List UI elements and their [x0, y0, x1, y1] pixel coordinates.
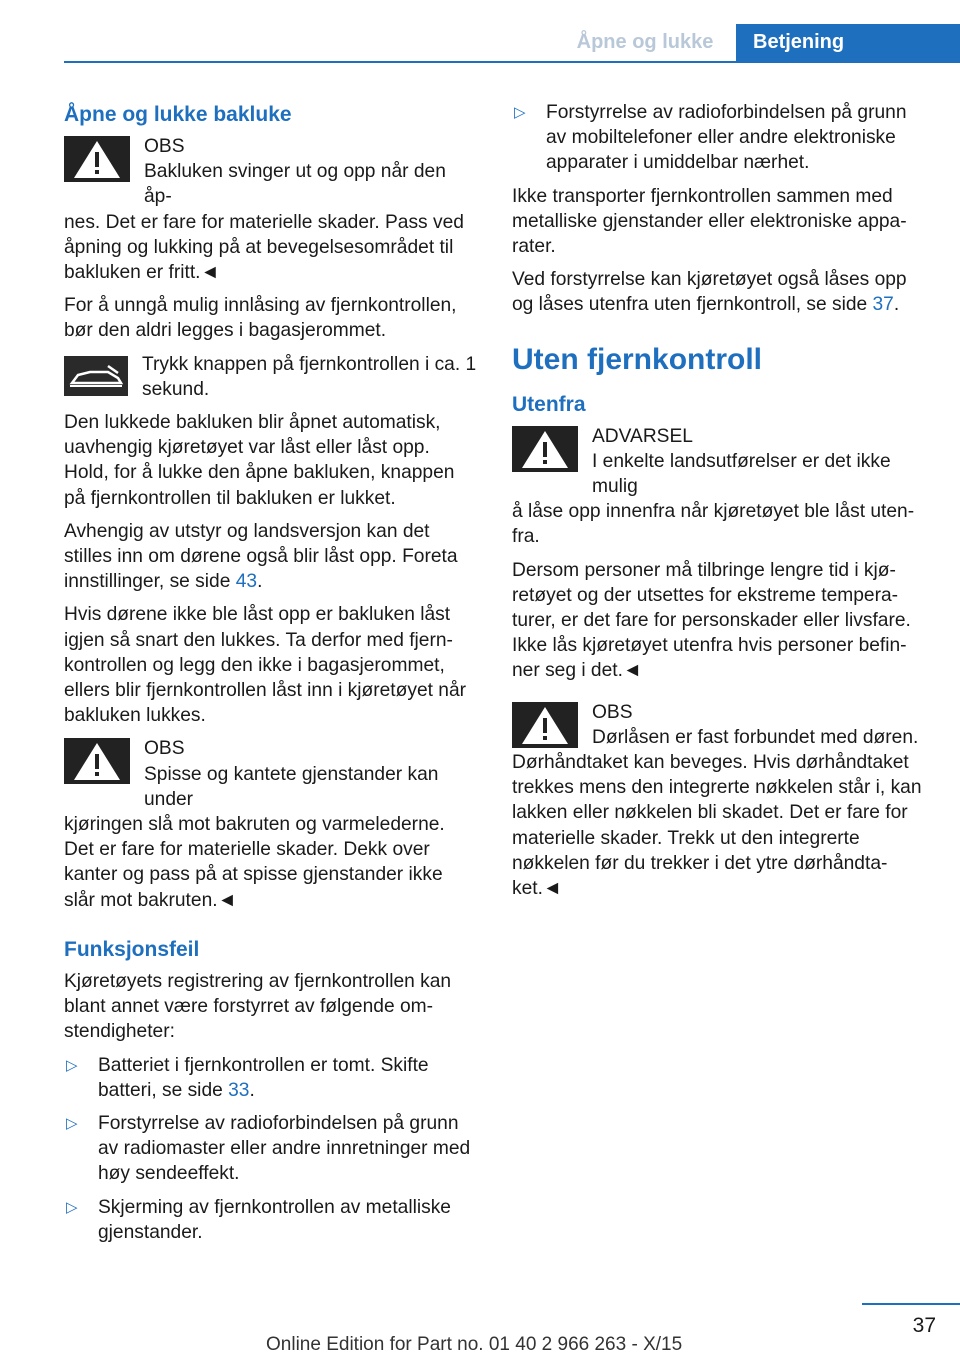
page-number: 37 — [912, 1314, 936, 1337]
warning-box — [512, 424, 926, 550]
paragraph: Den lukkede bakluken blir åpnet automatisk, uavhengig kjøretøyet var låst eller låst opp. Hold, for å lukke den åpne bakluken, knappen på fjernkontrollen til bakluken er lukket. — [64, 412, 455, 509]
tailgate-remote-button-icon — [64, 356, 128, 396]
paragraph: Kjøretøyets registrering av fjernkontrollen kan blant annet være forstyrret av følgende om-stendigheter: — [64, 970, 452, 1043]
list-item: ▷ Batteriet i fjernkontrollen er tomt. Skifte batteri, se side 33. — [66, 1054, 429, 1101]
footer-edition-note: Online Edition for Part no. 01 40 2 966 263 - X/15 — [266, 1334, 683, 1355]
notice-box — [512, 700, 926, 902]
notice-label: OBS — [592, 701, 633, 723]
bullet-triangle-icon: ▷ — [66, 1198, 78, 1216]
warning-triangle-icon — [512, 426, 578, 472]
header-chapter-tab: Betjening — [736, 24, 960, 61]
left-column — [64, 100, 478, 1253]
bullet-triangle-icon: ▷ — [66, 1114, 78, 1132]
notice-first-line: Dørlåsen er fast forbundet med døren. — [592, 726, 919, 748]
footer-rule — [862, 1303, 960, 1305]
bullet-triangle-icon: ▷ — [66, 1056, 78, 1074]
header-section-title: Åpne og lukke — [576, 31, 714, 53]
paragraph: Ikke transporter fjernkontrollen sammen med metalliske gjenstander eller elektroniske appa-rater. — [512, 185, 907, 258]
warning-triangle-icon — [512, 702, 578, 748]
page-link-43[interactable]: 43 — [235, 571, 258, 593]
warning-text: å låse opp innenfra når kjøretøyet ble låst uten-fra. — [512, 501, 915, 548]
notice-text: Dørhåndtaket kan beveges. Hvis dørhåndtaket trekkes mens den integrerte nøkkelen står i, kan lakken eller nøkkelen bli skadet. Det er fare for materielle skader. Trekk ut den integrerte nøkkelen før du trekker i det ytre dørhåndta-ket.◄ — [512, 752, 922, 900]
warning-triangle-icon — [64, 136, 130, 182]
bullet-list — [512, 100, 926, 176]
notice-text: nes. Det er fare for materielle skader. Pass ved åpning og lukking på at bevegelsesområdet til bakluken er fritt.◄ — [64, 211, 464, 284]
heading-open-close-tailgate: Åpne og lukke bakluke — [64, 103, 292, 126]
remote-button-instruction — [64, 352, 478, 402]
paragraph: Hvis dørene ikke ble låst opp er bakluken låst igjen så snart den lukkes. Ta derfor med fjern-kontrollen og legg den ikke i bagasjerommet, ellers blir fjernkontrollen låst inn i kjøretøyet når bakluken lukkes. — [64, 604, 467, 727]
heading-from-outside: Utenfra — [512, 392, 586, 416]
notice-box — [64, 134, 478, 285]
paragraph: Avhengig av utstyr og landsversjon kan det stilles inn om dørene også blir låst opp. Foreta innstillinger, se side 43. — [64, 520, 458, 593]
notice-label: OBS — [144, 738, 185, 760]
paragraph: For å unngå mulig innlåsing av fjernkontrollen, bør den aldri legges i bagasjerommet. — [64, 295, 457, 342]
remote-instruction-text: Trykk knappen på fjernkontrollen i ca. 1 sekund. — [142, 353, 477, 400]
list-item: ▷ Skjerming av fjernkontrollen av metalliske gjenstander. — [66, 1196, 451, 1243]
paragraph: Dersom personer må tilbringe lengre tid i kjø-retøyet og der utsettes for ekstreme tempera-turer, er det fare for personskader eller livsfare. Ikke lås kjøretøyet utenfra hvis personer befin-ner seg i det.◄ — [512, 559, 911, 682]
list-item: ▷ Forstyrrelse av radioforbindelsen på grunn av mobiltelefoner eller andre elektroniske apparater i umiddelbar nærhet. — [514, 102, 907, 174]
header-rule — [64, 61, 960, 63]
bullet-list — [64, 1053, 478, 1245]
list-item: ▷ Forstyrrelse av radioforbindelsen på grunn av radiomaster eller andre innretninger med høy sendeeffekt. — [66, 1112, 471, 1185]
notice-text: kjøringen slå mot bakruten og varmelederne. Det er fare for materielle skader. Dekk over kanter og pass på at spisse gjenstander ikke slår mot bakruten.◄ — [64, 814, 445, 911]
paragraph: Ved forstyrrelse kan kjøretøyet også låses opp og låses utenfra uten fjernkontroll, se side 37. — [512, 269, 907, 316]
right-column — [512, 100, 926, 909]
notice-box — [64, 736, 478, 912]
page-link-33[interactable]: 33 — [228, 1079, 250, 1101]
notice-label: OBS — [144, 136, 185, 157]
heading-malfunction: Funksjonsfeil — [64, 937, 200, 961]
notice-first-line: Spisse og kantete gjenstander kan under — [144, 763, 439, 810]
warning-label: ADVARSEL — [592, 425, 693, 447]
notice-first-line: Bakluken svinger ut og opp når den åp- — [144, 161, 446, 208]
warning-triangle-icon — [64, 738, 130, 784]
heading-without-remote: Uten fjernkontroll — [512, 342, 763, 376]
warning-first-line: I enkelte landsutførelser er det ikke mulig — [592, 450, 891, 498]
page-link-37[interactable]: 37 — [872, 294, 894, 316]
bullet-triangle-icon: ▷ — [514, 104, 526, 121]
